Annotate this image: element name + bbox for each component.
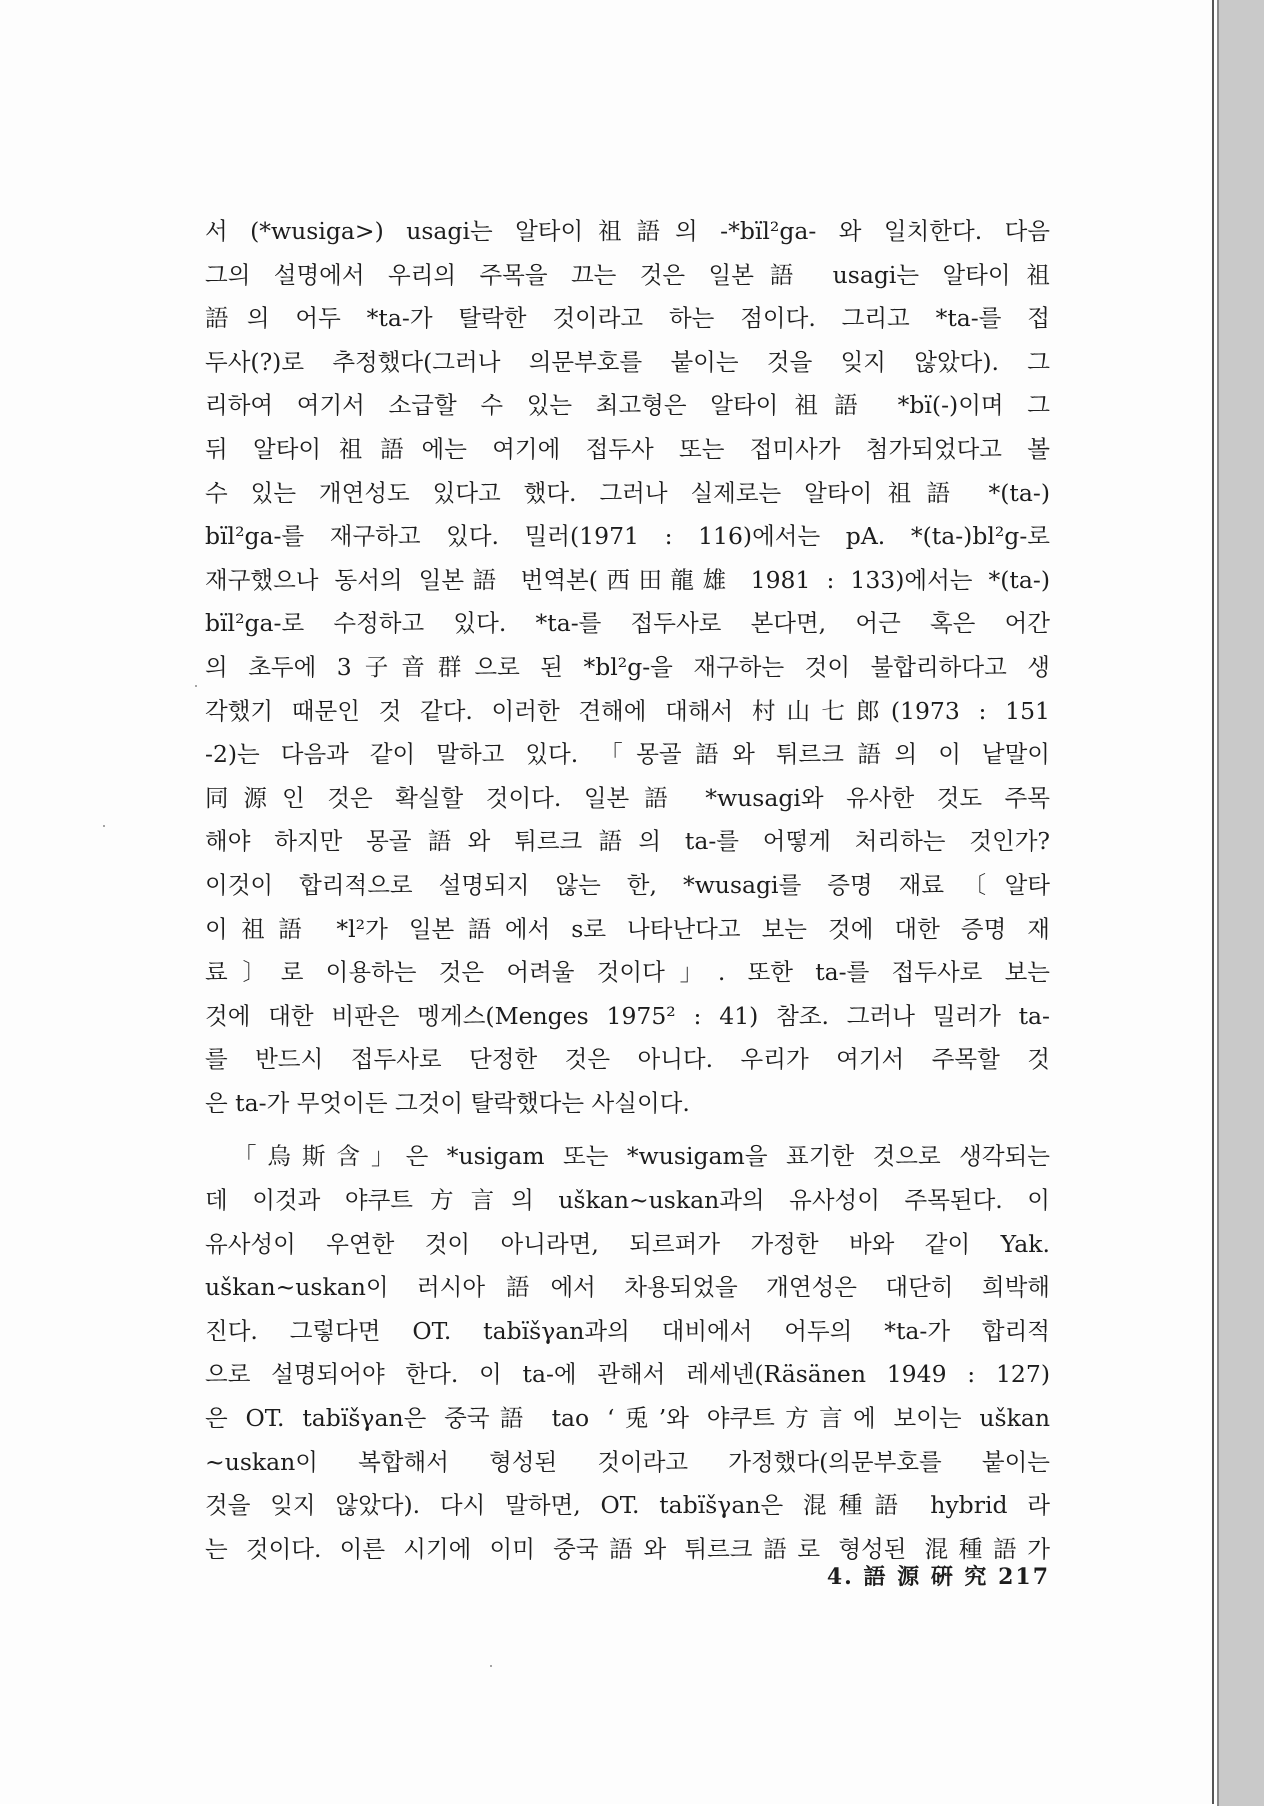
text-line: bïl²ga-를 재구하고 있다. 밀러(1971 : 116)에서는 pA. *(ta-)bl²g-로 <box>205 522 1050 551</box>
text-line: 의 초두에 3子音群으로 된 *bl²g-을 재구하는 것이 불합리하다고 생 <box>205 652 1050 681</box>
text-line: 語의 어두 *ta-가 탈락한 것이라고 하는 점이다. 그리고 *ta-를 접 <box>205 304 1050 333</box>
text-line: 를 반드시 접두사로 단정한 것은 아니다. 우리가 여기서 주목할 것 <box>205 1045 1050 1074</box>
page-footer: 4. 語 源 硏 究 217 <box>826 1564 1050 1590</box>
text-line: ~uskan이 복합해서 형성된 것이라고 가정했다(의문부호를 붙이는 <box>205 1447 1050 1476</box>
scan-speck <box>103 825 105 827</box>
text-line: 수 있는 개연성도 있다고 했다. 그러나 실제로는 알타이祖語 *(ta-) <box>205 478 1050 507</box>
body-text <box>205 210 1050 1571</box>
text-line: 것에 대한 비판은 멩게스(Menges 1975² : 41) 참조. 그러나 밀러가 ta- <box>205 1001 1050 1030</box>
text-line: 는 것이다. 이른 시기에 이미 중국語와 튀르크語로 형성된 混種語가 <box>205 1534 1050 1563</box>
text-line: 것을 잊지 않았다). 다시 말하면, OT. tabïšγan은 混種語 hybrid 라 <box>205 1491 1050 1520</box>
text-line: 그의 설명에서 우리의 주목을 끄는 것은 일본語 usagi는 알타이祖 <box>205 260 1050 289</box>
text-line: 뒤 알타이祖語에는 여기에 접두사 또는 접미사가 첨가되었다고 볼 <box>205 434 1050 463</box>
text-line: -2)는 다음과 같이 말하고 있다. 「몽골語와 튀르크語의 이 낱말이 <box>205 740 1050 769</box>
text-line: 데 이것과 야쿠트方言의 uškan~uskan과의 유사성이 주목된다. 이 <box>205 1186 1050 1215</box>
text-line: 同源인 것은 확실할 것이다. 일본語 *wusagi와 유사한 것도 주목 <box>205 783 1050 812</box>
text-line: 이祖語 *l²가 일본語에서 s로 나타난다고 보는 것에 대한 증명 재 <box>205 914 1050 943</box>
text-line: 재구했으나 동서의 일본語 번역본(西田龍雄 1981 : 133)에서는 *(ta-) <box>205 565 1050 594</box>
text-line: 서 (*wusiga>) usagi는 알타이祖語의 -*bïl²ga- 와 일치한다. 다음 <box>205 217 1050 245</box>
scan-speck <box>490 1665 492 1667</box>
text-line: 각했기 때문인 것 같다. 이러한 견해에 대해서 村山七郎(1973 : 151 <box>205 696 1050 725</box>
text-line: 진다. 그렇다면 OT. tabïšγan과의 대비에서 어두의 *ta-가 합리적 <box>205 1316 1050 1345</box>
text-line: 료〕로 이용하는 것은 어려울 것이다」. 또한 ta-를 접두사로 보는 <box>205 958 1050 987</box>
text-line: 두사(?)로 추정했다(그러나 의문부호를 붙이는 것을 잊지 않았다). 그 <box>205 347 1050 376</box>
text-line: 해야 하지만 몽골語와 튀르크語의 ta-를 어떻게 처리하는 것인가? <box>205 827 1050 856</box>
text-line: 유사성이 우연한 것이 아니라면, 되르퍼가 가정한 바와 같이 Yak. <box>205 1229 1050 1258</box>
text-line: 은 ta-가 무엇이든 그것이 탈락했다는 사실이다. <box>205 1088 690 1117</box>
window-edge-bar <box>1217 0 1264 1806</box>
text-line: 리하여 여기서 소급할 수 있는 최고형은 알타이祖語 *bï(-)이며 그 <box>205 391 1050 420</box>
text-line: bïl²ga-로 수정하고 있다. *ta-를 접두사로 본다면, 어근 혹은 어간 <box>205 609 1050 638</box>
text-line: 은 OT. tabïšγan은 중국語 tao ‘兎’와 야쿠트方言에 보이는 uškan <box>205 1404 1050 1433</box>
scan-speck <box>195 685 197 687</box>
text-line: 이것이 합리적으로 설명되지 않는 한, *wusagi를 증명 재료〔알타 <box>205 870 1050 899</box>
text-line: uškan~uskan이 러시아語에서 차용되었을 개연성은 대단히 희박해 <box>205 1273 1050 1302</box>
text-line: 으로 설명되어야 한다. 이 ta-에 관해서 레세넨(Räsänen 1949 : 127) <box>205 1360 1050 1389</box>
text-line: 「烏斯含」은 *usigam 또는 *wusigam을 표기한 것으로 생각되는 <box>233 1142 1050 1171</box>
